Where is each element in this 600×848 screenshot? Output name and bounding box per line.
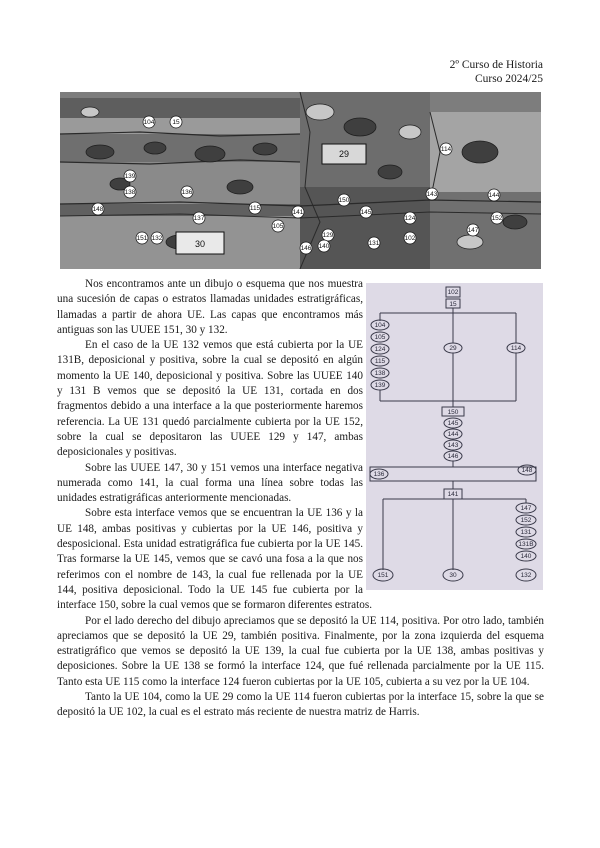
matrix-node-29: 29 (449, 345, 457, 352)
matrix-node-104: 104 (374, 322, 386, 329)
label-152: 152 (491, 215, 503, 222)
label-140: 140 (318, 243, 330, 250)
label-131: 131 (368, 240, 380, 247)
label-146: 146 (300, 245, 312, 252)
matrix-node-102: 102 (447, 289, 459, 296)
matrix-node-105: 105 (374, 334, 386, 341)
label-138: 138 (124, 189, 136, 196)
label-141: 141 (292, 209, 304, 216)
label-102: 102 (404, 235, 416, 242)
paragraph-conclusion: Tanto la UE 104, como la UE 29 como la UE 114 fueron cubiertas por la interface 15, sobre la que se depositó la UE 102, la cual es el estrato más reciente de nuestra matriz de Harris. (57, 691, 544, 719)
paragraph-ue132: En el caso de la UE 132 vemos que está cubierta por la UE 131B, deposicional y positiva, sobre la cual se depositó en algún momento la UE 140, deposicional y positiva. Sobre las UUEE 140 y 131 B vemos que se depositó la UE 131, cortada en dos fragmentos debido a una interface a la que posteriormente haremos referencia. La UE 131 quedó parcialmente cubierta por la UE 152, sobre la cual se depositaron las UUEE 129 y 147, ambas deposicionales y positivas. (57, 339, 363, 459)
matrix-node-151: 151 (377, 572, 389, 579)
label-30: 30 (194, 239, 206, 249)
label-114: 114 (440, 146, 452, 153)
label-115: 115 (249, 205, 261, 212)
matrix-node-146: 146 (447, 453, 459, 460)
matrix-node-150: 150 (447, 409, 459, 416)
matrix-node-131: 131 (520, 529, 532, 536)
label-132: 132 (151, 235, 163, 242)
matrix-node-114: 114 (510, 345, 522, 352)
matrix-node-139: 139 (374, 382, 386, 389)
label-150: 150 (338, 197, 350, 204)
label-136: 136 (181, 189, 193, 196)
matrix-node-30: 30 (449, 572, 457, 579)
matrix-node-124: 124 (374, 346, 386, 353)
label-145: 145 (360, 209, 372, 216)
label-151: 151 (136, 235, 148, 242)
label-105: 105 (272, 223, 284, 230)
label-124: 124 (404, 215, 416, 222)
matrix-node-141: 141 (447, 491, 459, 498)
course-line: 2º Curso de Historia (449, 59, 543, 71)
matrix-node-140: 140 (520, 553, 532, 560)
label-147: 147 (467, 227, 479, 234)
label-129: 129 (322, 232, 334, 239)
label-15: 15 (172, 119, 180, 126)
year-line: Curso 2024/25 (474, 73, 543, 85)
paragraph-intro: Nos encontramos ante un dibujo o esquema que nos muestra una sucesión de capas o estratos llamadas unidades estratigráficas, llamadas a partir de ahora UE. Las capas que encontramos más antiguas son las UUEE 151, 30 y 132. (57, 278, 363, 336)
matrix-node-152: 152 (520, 517, 532, 524)
matrix-node-132: 132 (520, 572, 532, 579)
matrix-node-138: 138 (374, 370, 386, 377)
figure-float-spacer (363, 277, 544, 591)
matrix-node-15: 15 (449, 301, 457, 308)
label-143: 143 (426, 191, 438, 198)
page-header (450, 58, 543, 86)
matrix-node-143: 143 (447, 442, 459, 449)
matrix-node-144: 144 (447, 431, 459, 438)
paragraph-right-side: Por el lado derecho del dibujo apreciamos que se depositó la UE 114, positiva. Por otro lado, también apreciamos que se depositó la UE 29, también positiva. Finalmente, por la zona izquierda del esquema estratigráfico que vemos se depositó la UE 139, la cual fue cubierta por la UE 138, ambas positivas y deposiciones. Sobre la UE 138 se formó la interface 124, que fué rellenada parcialmente por la UE 115. Tanto esta UE 115 como la interface 124 fueron cubiertas por la UE 105, cubierta a su vez por la UE 104. (57, 614, 544, 688)
label-29: 29 (338, 149, 350, 159)
matrix-node-136: 136 (373, 471, 385, 478)
stratigraphic-section-drawing (60, 92, 541, 269)
paragraph-interface141: Sobre las UUEE 147, 30 y 151 vemos una interface negativa numerada como 141, la cual forma una línea sobre todas las unidades estratigráficas anteriormente mencionadas. (57, 461, 363, 505)
matrix-node-131b: 131B (518, 541, 534, 548)
label-137: 137 (193, 215, 205, 222)
matrix-node-115: 115 (374, 358, 386, 365)
label-144: 144 (488, 192, 500, 199)
document-body (57, 277, 544, 721)
paragraph-interface150: Sobre esta interface vemos que se encuentran la UE 136 y la UE 148, ambas positivas y cubiertas por la UE 146, positiva y desposicional. Esta unidad estratigráfica fue cubierta por la UE 145. Tras formarse la UE 145, vemos que se cavó una fosa a la que nos referimos con el nombre de 143, la cual fue rellenada por la UE 144, positiva deposicional. Todo la UE 145 fue cubierta por la interface 150, sobre la cual vemos que se formaron diferentes estratos. (57, 507, 372, 612)
label-104: 104 (143, 119, 155, 126)
label-148: 148 (92, 206, 104, 213)
matrix-node-147: 147 (520, 505, 532, 512)
label-139: 139 (124, 173, 136, 180)
matrix-node-145: 145 (447, 420, 459, 427)
matrix-node-148: 148 (521, 467, 533, 474)
